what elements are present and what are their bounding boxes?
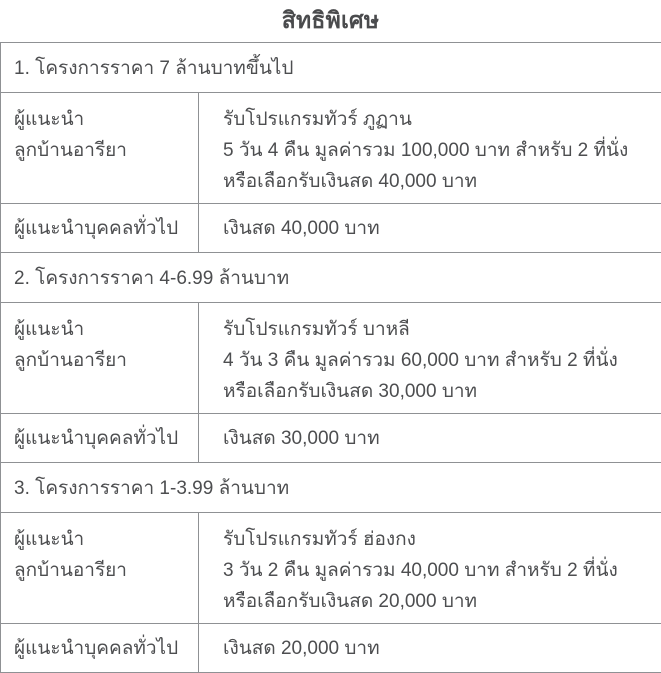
referrer-type-line: ลูกบ้านอารียา [14, 140, 127, 161]
referrer-type-cell [1, 204, 199, 252]
table-row [1, 414, 661, 463]
reward-line: หรือเลือกรับเงินสด 40,000 บาท [223, 171, 478, 192]
reward-line: หรือเลือกรับเงินสด 30,000 บาท [223, 381, 478, 402]
reward-line: 5 วัน 4 คืน มูลค่ารวม 100,000 บาท สำหรับ 2 ที่นั่ง [223, 140, 629, 161]
title-row [0, 0, 661, 42]
reward-line: รับโปรแกรมทัวร์ บาหลี [223, 319, 410, 340]
table-row [1, 204, 661, 253]
reward-line: เงินสด 40,000 บาท [223, 217, 380, 239]
reward-cell [199, 204, 661, 252]
reward-line: รับโปรแกรมทัวร์ ภูฏาน [223, 109, 412, 130]
referrer-type-line: ลูกบ้านอารียา [14, 560, 127, 581]
referrer-type-cell [1, 93, 199, 203]
table-row [1, 303, 661, 414]
reward-cell [199, 93, 661, 203]
referrer-type-cell [1, 303, 199, 413]
section-heading-1: 1. โครงการราคา 7 ล้านบาทขึ้นไป [1, 43, 661, 93]
referrer-type-line: ผู้แนะนำบุคคลทั่วไป [14, 217, 179, 239]
reward-line: เงินสด 20,000 บาท [223, 637, 380, 659]
referrer-type-cell [1, 513, 199, 623]
table-row [1, 93, 661, 204]
reward-line: รับโปรแกรมทัวร์ ฮ่องกง [223, 529, 416, 550]
referrer-type-line: ผู้แนะนำบุคคลทั่วไป [14, 427, 179, 449]
referrer-type-line: ลูกบ้านอารียา [14, 350, 127, 371]
reward-cell [199, 414, 661, 462]
table-row [1, 513, 661, 624]
referrer-type-cell [1, 624, 199, 672]
reward-cell [199, 303, 661, 413]
reward-cell [199, 624, 661, 672]
page-title: สิทธิพิเศษ [281, 7, 380, 33]
reward-line: หรือเลือกรับเงินสด 20,000 บาท [223, 591, 478, 612]
referrer-type-line: ผู้แนะนำ [14, 529, 85, 550]
referrer-type-line: ผู้แนะนำบุคคลทั่วไป [14, 637, 179, 659]
referrer-type-cell [1, 414, 199, 462]
reward-line: 3 วัน 2 คืน มูลค่ารวม 40,000 บาท สำหรับ 2 ที่นั่ง [223, 560, 618, 581]
referrer-type-line: ผู้แนะนำ [14, 319, 85, 340]
section-heading-2: 2. โครงการราคา 4-6.99 ล้านบาท [1, 253, 661, 303]
referrer-type-line: ผู้แนะนำ [14, 109, 85, 130]
reward-line: เงินสด 30,000 บาท [223, 427, 380, 449]
table-row [1, 624, 661, 673]
reward-cell [199, 513, 661, 623]
privileges-table [0, 42, 661, 673]
reward-line: 4 วัน 3 คืน มูลค่ารวม 60,000 บาท สำหรับ 2 ที่นั่ง [223, 350, 618, 371]
section-heading-3: 3. โครงการราคา 1-3.99 ล้านบาท [1, 463, 661, 513]
